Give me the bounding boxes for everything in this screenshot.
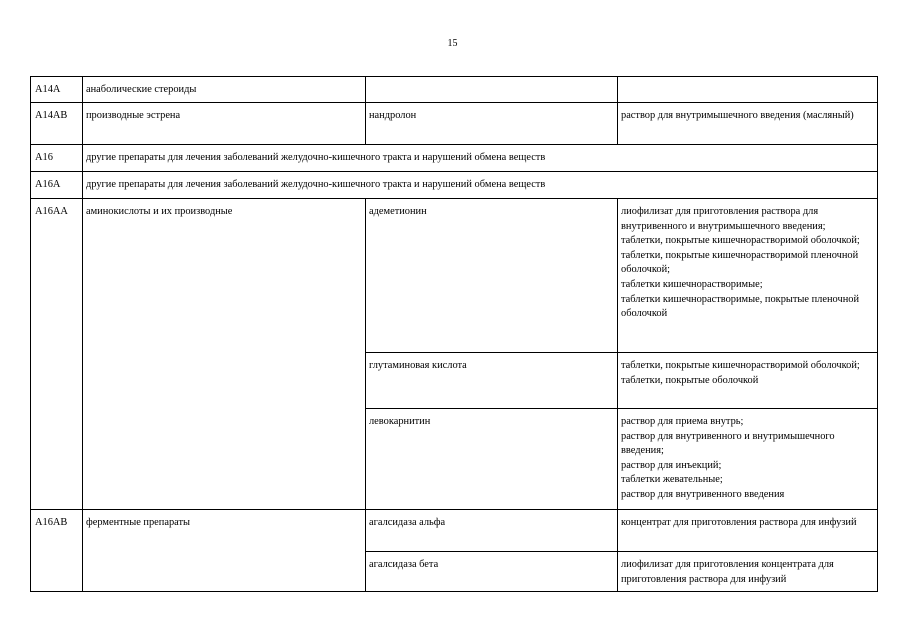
dosage-form: таблетки, покрытые кишечнорастворимой пленочной оболочкой; [621, 249, 859, 276]
dosage-forms: раствор для внутримышечного введения (масляный) [618, 103, 878, 145]
atc-group: другие препараты для лечения заболеваний желудочно-кишечного тракта и нарушений обмена веществ [83, 145, 878, 172]
table-row [31, 199, 878, 353]
atc-group: производные эстрена [83, 103, 366, 145]
table-row [31, 145, 878, 172]
dosage-form: раствор для внутривенного введения [621, 488, 785, 500]
dosage-form: таблетки жевательные; [621, 474, 723, 486]
dosage-form: таблетки, покрытые кишечнорастворимой оболочкой; [621, 235, 860, 247]
atc-group: ферментные препараты [83, 510, 366, 592]
atc-group: аминокислоты и их производные [83, 199, 366, 510]
atc-group: другие препараты для лечения заболеваний желудочно-кишечного тракта и нарушений обмена веществ [83, 172, 878, 199]
dosage-form: концентрат для приготовления раствора для инфузий [621, 517, 857, 528]
page-number: 15 [447, 38, 458, 49]
table-row [31, 510, 878, 552]
dosage-form: таблетки кишечнорастворимые, покрытые пленочной оболочкой [621, 293, 860, 320]
drug-name: адеметионин [366, 199, 618, 353]
dosage-form: раствор для приема внутрь; [621, 416, 744, 427]
dosage-form: лиофилизат для приготовления раствора для внутривенного и внутримышечного введения; [621, 206, 826, 232]
atc-code: A16 [31, 145, 83, 172]
dosage-forms [618, 510, 878, 552]
dosage-form: раствор для внутривенного и внутримышечного введения; [621, 430, 835, 457]
table-row [31, 103, 878, 145]
atc-code: A16AB [31, 510, 83, 592]
drug-table [30, 76, 878, 592]
dosage-forms [618, 409, 878, 510]
atc-code: A14A [31, 77, 83, 103]
table-row [31, 172, 878, 199]
dosage-forms [618, 353, 878, 409]
atc-code: A14AB [31, 103, 83, 145]
dosage-form: таблетки, покрытые кишечнорастворимой оболочкой; [621, 360, 860, 371]
drug-name: агалсидаза альфа [366, 510, 618, 552]
dosage-forms [618, 199, 878, 353]
dosage-form: лиофилизат для приготовления концентрата для приготовления раствора для инфузий [621, 559, 834, 585]
drug-name: нандролон [366, 103, 618, 145]
dosage-forms [618, 77, 878, 103]
drug-name: левокарнитин [366, 409, 618, 510]
drug-name [366, 77, 618, 103]
dosage-form: раствор для инъекций; [621, 459, 722, 471]
dosage-form: таблетки, покрытые оболочкой [621, 374, 759, 386]
table-row [31, 77, 878, 103]
drug-name: глутаминовая кислота [366, 353, 618, 409]
atc-code: A16A [31, 172, 83, 199]
dosage-forms [618, 552, 878, 592]
atc-code: A16AA [31, 199, 83, 510]
drug-name: агалсидаза бета [366, 552, 618, 592]
dosage-form: таблетки кишечнорастворимые; [621, 278, 763, 290]
atc-group: анаболические стероиды [83, 77, 366, 103]
